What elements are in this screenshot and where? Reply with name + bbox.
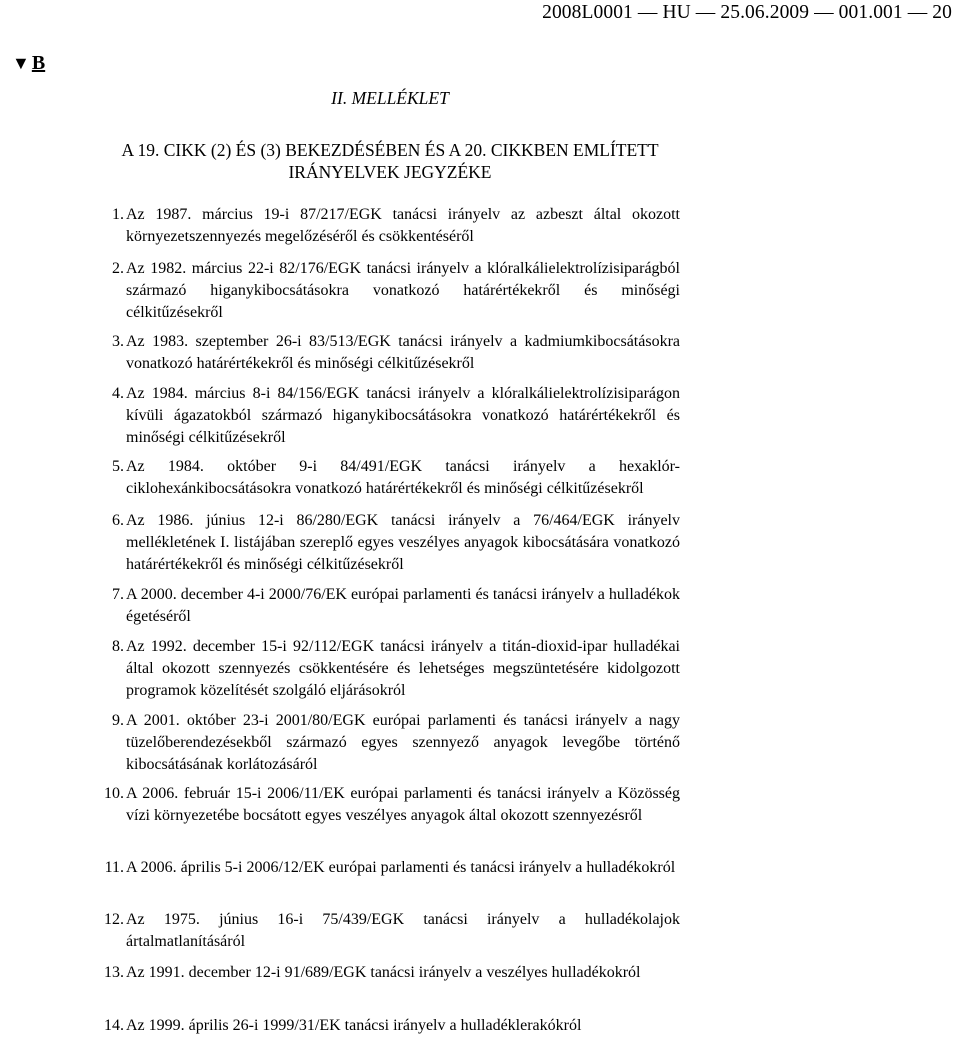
amendment-marker	[12, 52, 45, 75]
annex-title	[70, 139, 710, 183]
triangle-down-icon: ▼	[12, 53, 30, 73]
annex-label: II. MELLÉKLET	[331, 88, 449, 108]
item-text: Az 1987. március 19-i 87/217/EGK tanácsi irányelv az azbeszt által okozott környezetszennyezés megelőzéséről és csökkentéséről	[126, 206, 680, 245]
item-number: 6.	[112, 512, 124, 529]
item-text: Az 1984. október 9-i 84/491/EGK tanácsi irányelv a hexaklór-ciklohexánkibocsátásokra vonatkozó határértékekről és minőségi célkitűzésekről	[126, 458, 680, 497]
item-text: A 2006. április 5-i 2006/12/EK európai parlamenti és tanácsi irányelv a hulladékokról	[126, 859, 676, 876]
item-number: 13.	[104, 964, 124, 981]
item-number: 2.	[112, 260, 124, 277]
item-text: Az 1991. december 12-i 91/689/EGK tanácsi irányelv a veszélyes hulladékokról	[126, 964, 641, 981]
item-number: 1.	[112, 206, 124, 223]
item-text: Az 1975. június 16-i 75/439/EGK tanácsi irányelv a hulladékolajok ártalmatlanításáról	[126, 911, 680, 950]
item-text: Az 1982. március 22-i 82/176/EGK tanácsi irányelv a klóralkálielektrolízisiparágból származó higanykibocsátásokra vonatkozó határértékekről és minőségi célkitűzésekről	[126, 260, 680, 321]
item-text: Az 1986. június 12-i 86/280/EGK tanácsi irányelv a 76/464/EGK irányelv mellékletének I. listájában szereplő egyes veszélyes anyagok kibocsátására vonatkozó határértékekről és minőségi célkitűzésekről	[126, 512, 680, 573]
item-text: Az 1984. március 8-i 84/156/EGK tanácsi irányelv a klóralkálielektrolízisiparágon kívüli ágazatokból származó higanykibocsátásokra vonatkozó határértékekről és minőségi célkitűzésekről	[126, 385, 680, 446]
item-text: Az 1992. december 15-i 92/112/EGK tanácsi irányelv a titán-dioxid-ipar hulladékai által okozott szennyezés csökkentésére és lehetséges megszüntetésére kidolgozott programok közelítését szolgáló eljárásokról	[126, 638, 680, 699]
document-reference: 2008L0001 — HU — 25.06.2009 — 001.001 — 20	[542, 2, 952, 23]
item-number: 7.	[112, 586, 124, 603]
item-text: A 2001. október 23-i 2001/80/EGK európai parlamenti és tanácsi irányelv a nagy tüzelőberendezésekből származó egyes szennyező anyagok levegőbe történő kibocsátásának korlátozásáról	[126, 712, 680, 773]
item-number: 11.	[104, 859, 124, 876]
item-number: 3.	[112, 333, 124, 350]
item-number: 9.	[112, 712, 124, 729]
marker-letter: B	[31, 52, 46, 74]
item-number: 4.	[112, 385, 124, 402]
item-text: Az 1999. április 26-i 1999/31/EK tanácsi irányelv a hulladéklerakókról	[126, 1017, 582, 1034]
annex-title-line-2: IRÁNYELVEK JEGYZÉKE	[288, 162, 492, 182]
item-number: 5.	[112, 458, 124, 475]
annex-title-line-1: A 19. CIKK (2) ÉS (3) BEKEZDÉSÉBEN ÉS A 20. CIKKBEN EMLÍTETT	[121, 140, 659, 160]
item-number: 14.	[104, 1017, 124, 1034]
item-number: 10.	[104, 785, 124, 802]
item-text: A 2000. december 4-i 2000/76/EK európai parlamenti és tanácsi irányelv a hulladékok égetéséről	[126, 586, 680, 625]
item-text: Az 1983. szeptember 26-i 83/513/EGK tanácsi irányelv a kadmiumkibocsátásokra vonatkozó határértékekről és minőségi célkitűzésekről	[126, 333, 680, 372]
item-number: 8.	[112, 638, 124, 655]
item-number: 12.	[104, 911, 124, 928]
item-text: A 2006. február 15-i 2006/11/EK európai parlamenti és tanácsi irányelv a Közösség vízi környezetébe bocsátott egyes veszélyes anyagok által okozott szennyezésről	[126, 785, 680, 824]
